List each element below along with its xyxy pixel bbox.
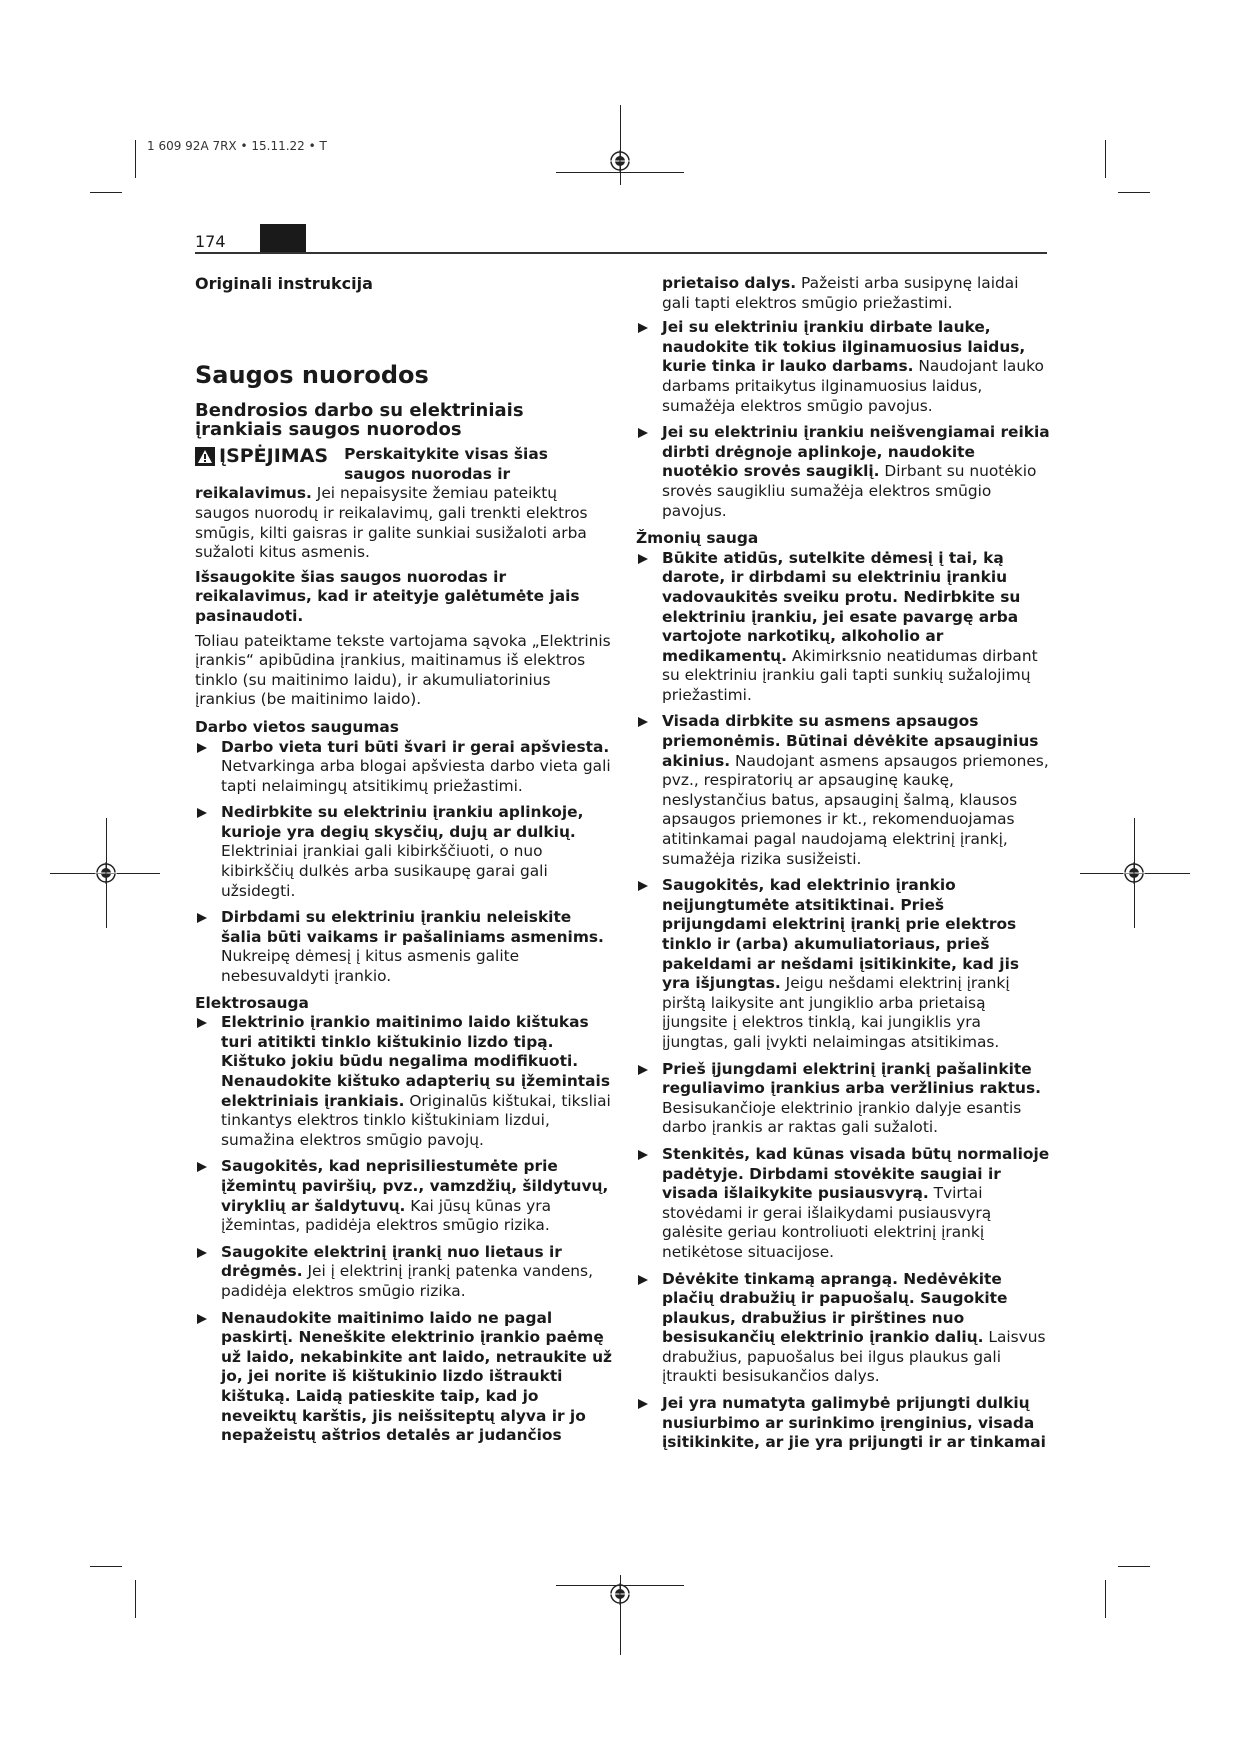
list-item: Visada dirbkite su asmens apsaugos priemonėmis. Būtinai dėvėkite apsauginius akinius. Naudojant asmens apsaugos priemones, pvz., respiratorių ar apsauginę kaukę, neslystančius batus, apsauginį šalmą, klausos apsaugos priemones ir kt., rekomenduojamas atitinkamai pagal naudojamą elektrinį įrankį, sumažėja rizika susižeisti. <box>636 712 1050 869</box>
right-column <box>636 274 1050 1460</box>
crop-mark <box>135 1580 136 1618</box>
list-item: Saugokitės, kad neprisiliestumėte prie įžemintų paviršių, pvz., vamzdžių, šildytuvų, viryklių ar šaldytuvų. Kai jūsų kūnas yra įžemintas, padidėja elektros smūgio rizika. <box>195 1157 613 1235</box>
warning-bold: Perskaitykite visas šias saugos nuorodas ir reikalavimus. <box>195 445 548 503</box>
list-item: Jei su elektriniu įrankiu dirbate lauke, naudokite tik tokius ilginamuosius laidus, kurie tinka ir lauko darbams. Naudojant lauko darbams pritaikytus ilginamuosius laidus, sumažėja elektros smūgio pavojus. <box>636 318 1050 416</box>
warning-label: ĮSPĖJIMAS <box>195 447 328 467</box>
original-label: Originali instrukcija <box>195 274 373 293</box>
list-item: Nenaudokite maitinimo laido ne pagal paskirtį. Neneškite elektrinio įrankio paėmę už laido, nekabinkite ant laido, netraukite už jo, jei norite iš kištukinio lizdo ištraukti kištuką. Laidą patieskite taip, kad jo neveiktų karštis, jis neišsiteptų alyva ir jo nepažeistų aštrios detalės ar judančios <box>195 1309 613 1446</box>
list-work <box>195 738 613 987</box>
list-item: Nedirbkite su elektriniu įrankiu aplinkoje, kurioje yra degių skysčių, dujų ar dulkių. Elektriniai įrankiai gali kibirkščiuoti, o nuo kibirkščių dulkės arba susikaupę garai gali užsidegti. <box>195 803 613 901</box>
left-column <box>195 274 613 1453</box>
bullet-arrow-icon <box>197 743 207 753</box>
list-people <box>636 549 1050 1453</box>
bullet-arrow-icon <box>638 428 648 438</box>
list-item: Prieš įjungdami elektrinį įrankį pašalinkite reguliavimo įrankius arba veržlinius raktus. Besisukančioje elektrinio įrankio dalyje esantis darbo įrankis ar raktas gali sužaloti. <box>636 1060 1050 1138</box>
crop-mark <box>1118 192 1150 193</box>
list-item: Elektrinio įrankio maitinimo laido kištukas turi atitikti tinklo kištukinio lizdo tipą. Kištuko jokiu būdu negalima modifikuoti. Nenaudokite kištuko adapterių su įžemintais elektriniais įrankiais. Originalūs kištukai, tiksliai tinkantys elektros tinklo kištukiniam lizdui, sumažina elektros smūgio pavojų. <box>195 1013 613 1150</box>
keep-notice: Išsaugokite šias saugos nuorodas ir reikalavimus, kad ir ateityje galėtumėte jais pasinaudoti. <box>195 567 580 625</box>
term-paragraph: Toliau pateiktame tekste vartojama sąvoka „Elektrinis įrankis“ apibūdina įrankius, maitinamus iš elektros tinklo (su maitinimo laidu), ir akumuliatorinius įrankius (be maitinimo laido). <box>195 631 611 709</box>
bullet-arrow-icon <box>197 913 207 923</box>
registration-mark-icon <box>609 150 631 172</box>
section-subtitle: Bendrosios darbo su elektriniais įrankiais saugos nuorodos <box>195 400 524 441</box>
list-item: Saugokitės, kad elektrinio įrankio neįjungtumėte atsitiktinai. Prieš prijungdami elektrinį įrankį prie elektros tinklo ir (arba) akumuliatoriaus, prieš pakeldami ar nešdami įsitikinkite, kad jis yra išjungtas. Jeigu nešdami elektrinį įrankį pirštą laikysite ant jungiklio arba prietaisą įjungsite į elektros tinklą, kai jungiklis yra įjungtas, gali įvykti nelaimingas atsitikimas. <box>636 876 1050 1052</box>
warning-triangle-icon <box>195 447 215 466</box>
list-electric-cont <box>636 318 1050 521</box>
page-number: 174 <box>195 232 226 251</box>
bullet-arrow-icon <box>638 717 648 727</box>
crop-mark <box>135 140 136 178</box>
bullet-arrow-icon <box>197 1248 207 1258</box>
continued-paragraph: prietaiso dalys. Pažeisti arba susipynę laidai gali tapti elektros smūgio priežastimi. <box>662 274 1019 312</box>
bullet-arrow-icon <box>638 554 648 564</box>
list-item: Dirbdami su elektriniu įrankiu neleiskite šalia būti vaikams ir pašaliniams asmenims. Nukreipę dėmesį į kitus asmenis galite nebesuvaldyti įrankio. <box>195 908 613 986</box>
list-item: Darbo vieta turi būti švari ir gerai apšviesta. Netvarkinga arba blogai apšviesta darbo vieta gali tapti nelaimingų atsitikimų priežastimi. <box>195 738 613 797</box>
list-item: Saugokite elektrinį įrankį nuo lietaus ir drėgmės. Jei į elektrinį įrankį patenka vandens, padidėja elektros smūgio rizika. <box>195 1243 613 1302</box>
bullet-arrow-icon <box>638 881 648 891</box>
header-tab <box>260 224 306 252</box>
section-heading-electric: Elektrosauga <box>195 993 309 1012</box>
header-rule <box>195 252 1047 254</box>
bullet-arrow-icon <box>197 808 207 818</box>
bullet-arrow-icon <box>638 1275 648 1285</box>
registration-line <box>620 105 621 185</box>
list-item: Stenkitės, kad kūnas visada būtų normalioje padėtyje. Dirbdami stovėkite saugiai ir visada išlaikykite pusiausvyrą. Tvirtai stovėdami ir gerai išlaikydami pusiausvyrą galėsite geriau kontroliuoti elektrinį įrankį netikėtose situacijose. <box>636 1145 1050 1263</box>
registration-mark-icon <box>95 862 117 884</box>
bullet-arrow-icon <box>197 1018 207 1028</box>
registration-mark-icon <box>609 1583 631 1605</box>
bullet-arrow-icon <box>197 1162 207 1172</box>
bullet-arrow-icon <box>638 1150 648 1160</box>
list-electric <box>195 1013 613 1445</box>
registration-line <box>556 172 684 173</box>
section-heading-people: Žmonių sauga <box>636 529 759 548</box>
warning-text: Jei nepaisysite žemiau pateiktų saugos nuorodų ir reikalavimų, gali trenkti elektros smūgis, kilti gaisras ir galite sunkiai susižaloti arba sužaloti kitus asmenis. <box>195 484 588 562</box>
bullet-arrow-icon <box>197 1314 207 1324</box>
bullet-arrow-icon <box>638 1399 648 1409</box>
crop-mark <box>1105 140 1106 178</box>
crop-mark <box>1105 1580 1106 1618</box>
bullet-arrow-icon <box>638 1065 648 1075</box>
crop-mark <box>1118 1566 1150 1567</box>
crop-mark <box>90 192 122 193</box>
list-item: Jei su elektriniu įrankiu neišvengiamai reikia dirbti drėgnoje aplinkoje, naudokite nuotėkio srovės saugiklį. Dirbant su nuotėkio srovės saugikliu sumažėja elektros smūgio pavojus. <box>636 423 1050 521</box>
crop-mark <box>90 1566 122 1567</box>
bullet-arrow-icon <box>638 323 648 333</box>
registration-mark-icon <box>1123 862 1145 884</box>
list-item: Būkite atidūs, sutelkite dėmesį į tai, ką darote, ir dirbdami su elektriniu įrankiu vadovaukitės sveiku protu. Nedirbkite su elektriniu įrankiu, jei esate pavargę arba vartojote narkotikų, alkoholio ar medikamentų. Akimirksnio neatidumas dirbant su elektriniu įrankiu gali tapti sunkių sužalojimų priežastimi. <box>636 549 1050 706</box>
list-item: Jei yra numatyta galimybė prijungti dulkių nusiurbimo ar surinkimo įrenginius, visada įsitikinkite, ar jie yra prijungti ir ar tinkamai <box>636 1394 1050 1453</box>
page-title: Saugos nuorodos <box>195 360 429 389</box>
warning-block <box>195 445 613 563</box>
list-item: Dėvėkite tinkamą aprangą. Nedėvėkite plačių drabužių ir papuošalų. Saugokite plaukus, drabužius ir pirštines nuo besisukančių elektrinio įrankio dalių. Laisvus drabužius, papuošalus bei ilgus plaukus gali įtraukti besisukančios dalys. <box>636 1270 1050 1388</box>
print-header: 1 609 92A 7RX • 15.11.22 • T <box>147 139 327 153</box>
section-heading-work: Darbo vietos saugumas <box>195 717 399 736</box>
